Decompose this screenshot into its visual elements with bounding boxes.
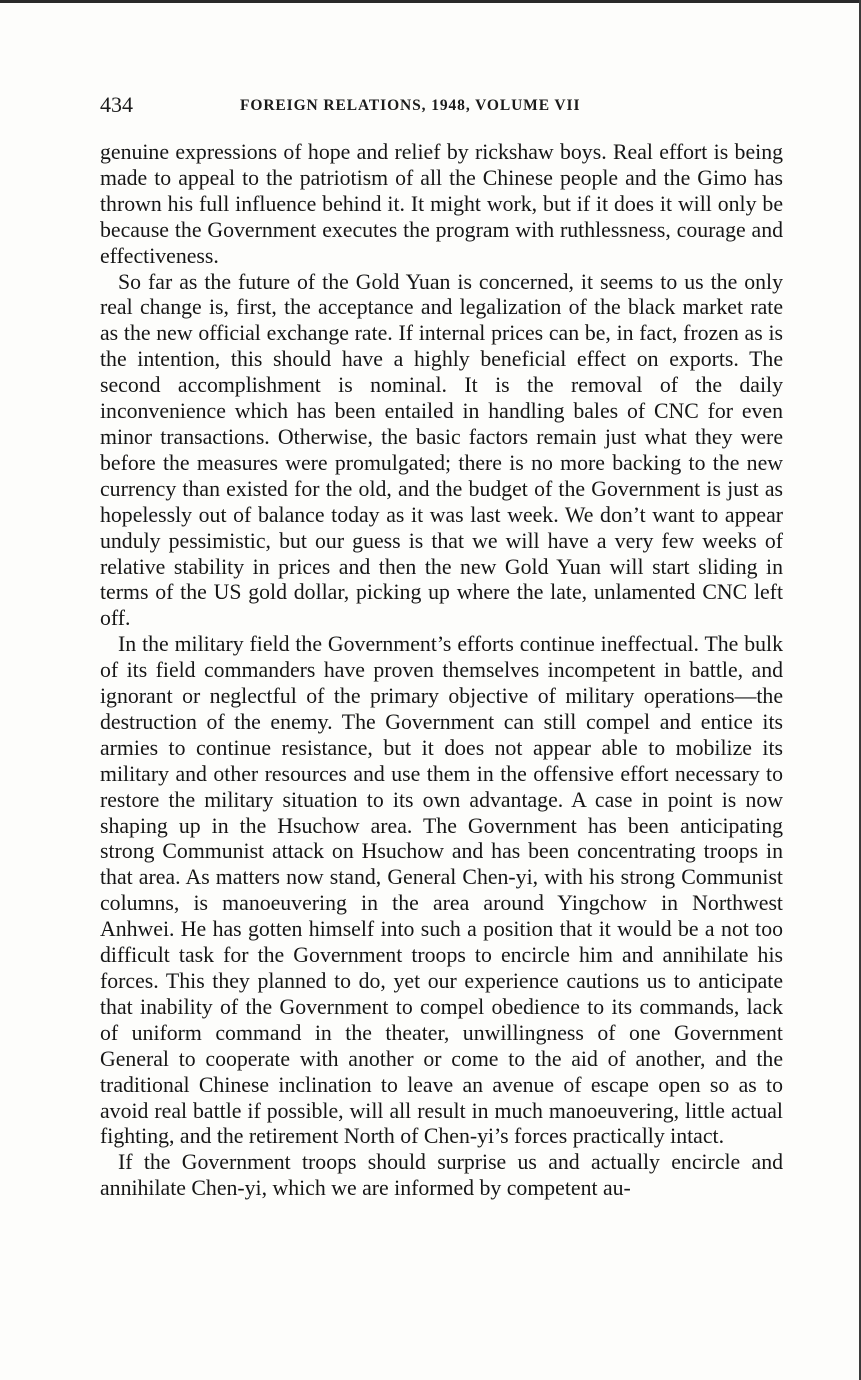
paragraph-continued: genuine expressions of hope and relief by rickshaw boys. Real effort is being made to appeal to the patriotism of all the Chinese people and the Gimo has thrown his full influence behind it. It might work, but if it does it will only be because the Government executes the program with ruthlessness, courage and effectiveness. <box>100 140 783 268</box>
page-header <box>100 92 783 118</box>
paragraph-gold-yuan: So far as the future of the Gold Yuan is concerned, it seems to us the only real change is, first, the acceptance and legalization of the black market rate as the new official exchange rate. If internal prices can be, in fact, frozen as is the intention, this should have a highly beneficial effect on exports. The second accomplishment is nominal. It is the removal of the daily inconvenience which has been entailed in handling bales of CNC for even minor transactions. Otherwise, the basic factors remain just what they were before the measures were promulgated; there is no more backing to the new currency than existed for the old, and the budget of the Government is just as hopelessly out of balance today as it was last week. We don’t want to appear unduly pessimistic, but our guess is that we will have a very few weeks of relative stability in prices and then the new Gold Yuan will start sliding in terms of the US gold dollar, picking up where the late, unlamented CNC left off. <box>100 269 783 631</box>
running-title: FOREIGN RELATIONS, 1948, VOLUME VII <box>240 97 581 114</box>
top-edge-rule <box>0 0 861 3</box>
paragraph-encirclement: If the Government troops should surprise us and actually encircle and annihilate Chen-yi, which we are informed by competent au- <box>100 1150 783 1201</box>
body-text <box>100 140 783 1202</box>
page-number: 434 <box>100 92 133 117</box>
paragraph-military-field: In the military field the Government’s efforts continue ineffectual. The bulk of its field commanders have proven themselves incompetent in battle, and ignorant or neglectful of the primary objective of military operations—the destruction of the enemy. The Government can still compel and entice its armies to continue resistance, but it does not appear able to mobilize its military and other resources and use them in the offensive effort necessary to restore the military situation to its own advantage. A case in point is now shaping up in the Hsuchow area. The Government has been anticipating strong Communist attack on Hsuchow and has been concentrating troops in that area. As matters now stand, General Chen-yi, with his strong Communist columns, is manoeuvering in the area around Yingchow in Northwest Anhwei. He has gotten himself into such a position that it would be a not too difficult task for the Government troops to encircle him and annihilate his forces. This they planned to do, yet our experience cautions us to anticipate that inability of the Government to compel obedience to its commands, lack of uniform command in the theater, unwillingness of one Government General to cooperate with another or come to the aid of another, and the traditional Chinese inclination to leave an avenue of escape open so as to avoid real battle if possible, will all result in much manoeuvering, little actual fighting, and the retirement North of Chen-yi’s forces practically intact. <box>100 632 783 1149</box>
